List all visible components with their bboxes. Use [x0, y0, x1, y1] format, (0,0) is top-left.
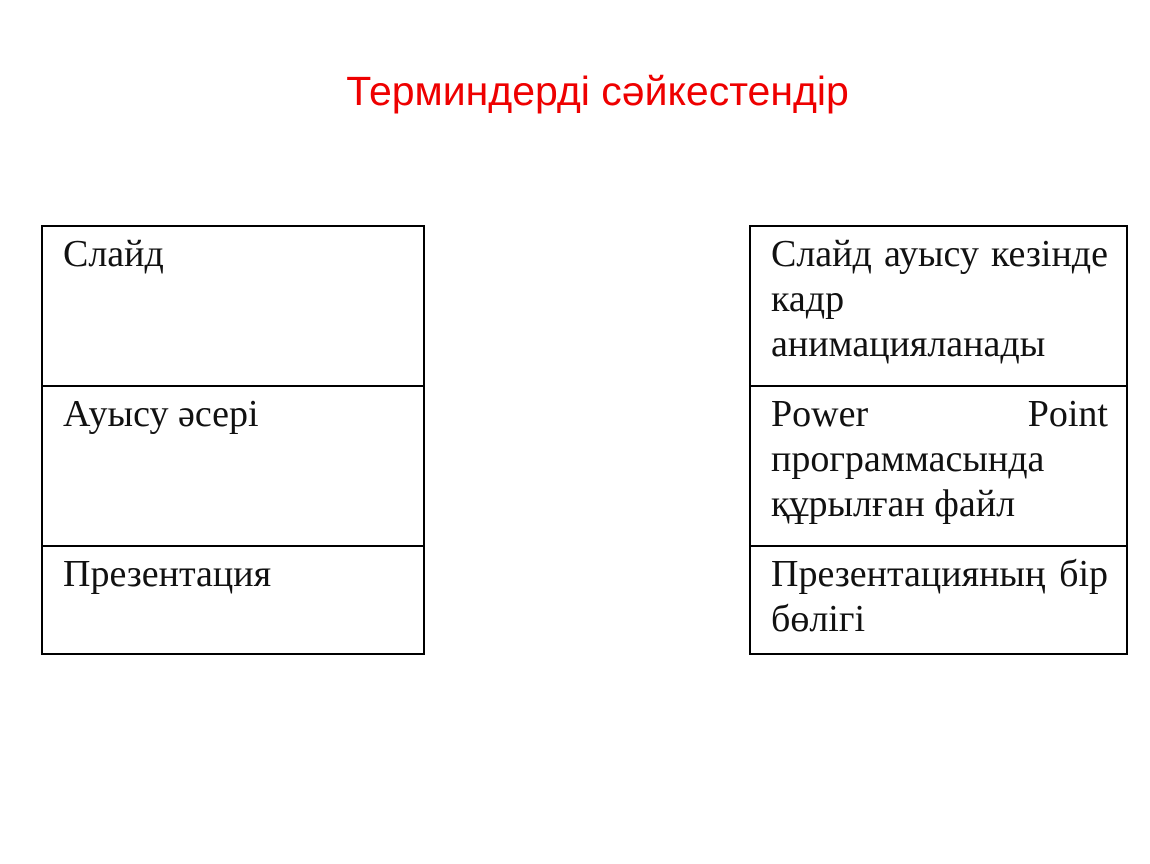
definitions-row: [750, 546, 1127, 654]
terms-row: [42, 546, 424, 654]
definition-cell: Презентацияның бір бөлігі: [750, 546, 1127, 654]
definition-cell: Power Point программасында құрылған файл: [750, 386, 1127, 546]
definitions-row: [750, 386, 1127, 546]
slide-title: Терминдерді сәйкестендір: [346, 68, 849, 114]
term-cell: Слайд: [42, 226, 424, 386]
definition-cell: Слайд ауысу кезінде кадр анимацияланады: [750, 226, 1127, 386]
term-cell: Ауысу әсері: [42, 386, 424, 546]
definitions-row: [750, 226, 1127, 386]
terms-table: [41, 225, 425, 655]
term-cell: Презентация: [42, 546, 424, 654]
definitions-table: [749, 225, 1128, 655]
terms-row: [42, 386, 424, 546]
terms-row: [42, 226, 424, 386]
